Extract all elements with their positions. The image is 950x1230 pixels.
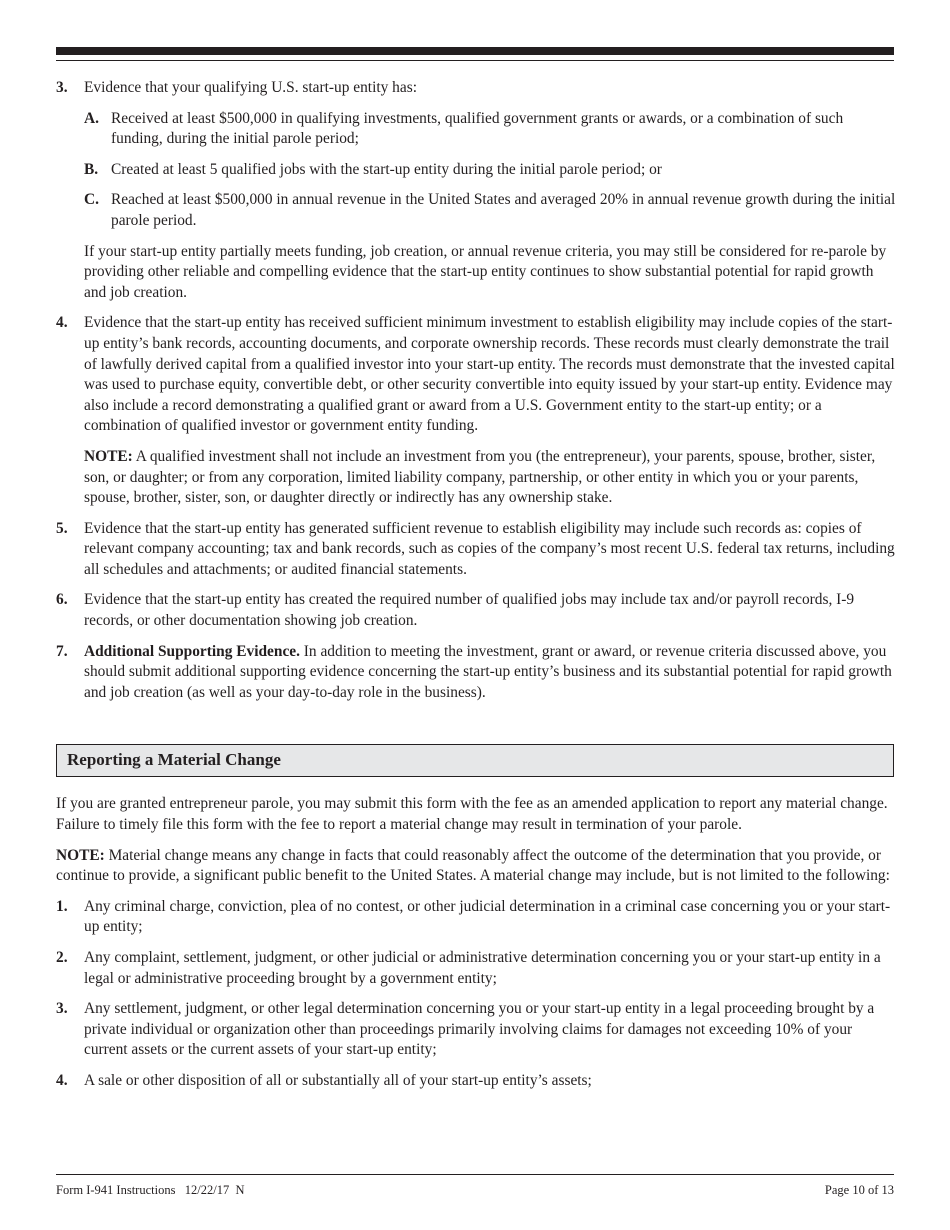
item-bold-lead: Additional Supporting Evidence. xyxy=(84,642,300,660)
sub-item-text: Received at least $500,000 in qualifying investments, qualified government grants or awards, or a combination of such funding, during the initial parole period; xyxy=(111,109,844,148)
sub-item-letter: B. xyxy=(84,160,99,178)
note-label: NOTE: xyxy=(84,447,133,465)
page-content xyxy=(56,78,896,1102)
sub-item-text: Created at least 5 qualified jobs with the start-up entity during the initial parole period; or xyxy=(111,160,662,178)
item-paragraph: If your start-up entity partially meets funding, job creation, or annual revenue criteria, you may still be considered for re-parole by providing other reliable and compelling evidence that the start-up entity continues to show substantial potential for rapid growth and job creation. xyxy=(84,242,887,301)
section-header: Reporting a Material Change xyxy=(56,744,894,777)
sub-item-a xyxy=(84,109,896,150)
note-text: Material change means any change in facts that could reasonably affect the outcome of the determination that you provide, or continue to provide, a significant public benefit to the United States. A material change may include, but is not limited to the following: xyxy=(56,846,890,885)
item-number: 6. xyxy=(56,591,68,609)
footer-page-number: Page 10 of 13 xyxy=(824,1183,894,1197)
section-intro: If you are granted entrepreneur parole, you may submit this form with the fee as an amended application to report any material change. Failure to timely file this form with the fee to report a material change may result in termination of your parole. xyxy=(56,795,888,834)
item-text: Evidence that the start-up entity has created the required number of qualified jobs may include tax and/or payroll records, I-9 records, or other documentation showing job creation. xyxy=(84,591,855,630)
sub-item-letter: C. xyxy=(84,191,99,209)
item-number: 3. xyxy=(56,79,68,96)
change-item-1 xyxy=(56,897,896,938)
footer-form-id: Form I-941 Instructions 12/22/17 N xyxy=(56,1183,245,1197)
note-text: A qualified investment shall not include an investment from you (the entrepreneur), your parents, spouse, brother, sister, son, or daughter; or from any corporation, limited liability company, partnership, or other entity in which you or your parents, spouse, brother, sister, son, or daughter directly or indirectly has any ownership stake. xyxy=(84,447,876,507)
item-body: In addition to meeting the investment, grant or award, or revenue criteria discussed above, you should submit additional supporting evidence concerning the start-up entity’s business and its substantial potential for rapid growth and job creation (as well as your day-to-day role in the business). xyxy=(84,642,892,701)
list-item-5 xyxy=(56,519,896,581)
sub-item-letter: A. xyxy=(84,109,99,127)
item-text: Evidence that your qualifying U.S. start-up entity has: xyxy=(84,79,417,96)
item-number: 1. xyxy=(56,897,68,915)
change-item-3 xyxy=(56,999,896,1061)
top-rule-thin xyxy=(56,60,894,61)
item-text xyxy=(84,642,896,704)
list-item-4 xyxy=(56,313,896,508)
list-item-6 xyxy=(56,590,896,631)
item-number: 7. xyxy=(56,642,68,660)
item-text: Evidence that the start-up entity has generated sufficient revenue to establish eligibility may include such records as: copies of relevant company accounting; tax and bank records, such as copies of the company’s most recent U.S. federal tax returns, including all schedules and attachments; or audited financial statements. xyxy=(84,519,895,578)
change-item-4 xyxy=(56,1071,896,1092)
sub-item-text: Reached at least $500,000 in annual revenue in the United States and averaged 20% in annual revenue growth during the initial parole period. xyxy=(111,191,896,229)
item-number: 4. xyxy=(56,314,68,332)
item-text: Any complaint, settlement, judgment, or other judicial or administrative determination concerning you or your start-up entity in a legal or administrative proceeding brought by a government entity; xyxy=(84,949,881,987)
section-note xyxy=(56,846,896,887)
change-item-2 xyxy=(56,948,896,989)
sub-item-c xyxy=(84,190,896,231)
item-number: 4. xyxy=(56,1071,68,1089)
item-number: 3. xyxy=(56,1000,68,1018)
item-text: A sale or other disposition of all or substantially all of your start-up entity’s assets; xyxy=(84,1071,592,1089)
item-number: 2. xyxy=(56,949,68,966)
list-item-3 xyxy=(56,78,896,303)
sub-item-b xyxy=(84,160,896,181)
note-paragraph xyxy=(84,447,896,509)
footer-rule xyxy=(56,1174,894,1175)
top-rule-thick xyxy=(56,47,894,55)
note-label: NOTE: xyxy=(56,846,105,864)
item-text: Evidence that the start-up entity has received sufficient minimum investment to establish eligibility may include copies of the start-up entity’s bank records, accounting documents, and corporate ownership records. These records must clearly demonstrate the trail of lawfully derived capital from a qualified investor into your start-up entity. The records must demonstrate that the invested capital was used to purchase equity, convertible debt, or other security convertible into equity issued by your start-up entity. Evidence may also include a record demonstrating a qualified grant or award from a U.S. Government entity to the start-up entity; or a combination of qualified investor or government entity funding. xyxy=(84,314,895,435)
item-text: Any settlement, judgment, or other legal determination concerning you or your start-up entity in a legal proceeding brought by a private individual or organization other than proceedings primarily involving claims for damages not exceeding 10% of your current assets or the current assets of your start-up entity; xyxy=(84,1000,875,1059)
list-item-7 xyxy=(56,642,896,704)
item-number: 5. xyxy=(56,519,68,537)
item-text: Any criminal charge, conviction, plea of no contest, or other judicial determination in a criminal case concerning you or your start-up entity; xyxy=(84,897,891,936)
